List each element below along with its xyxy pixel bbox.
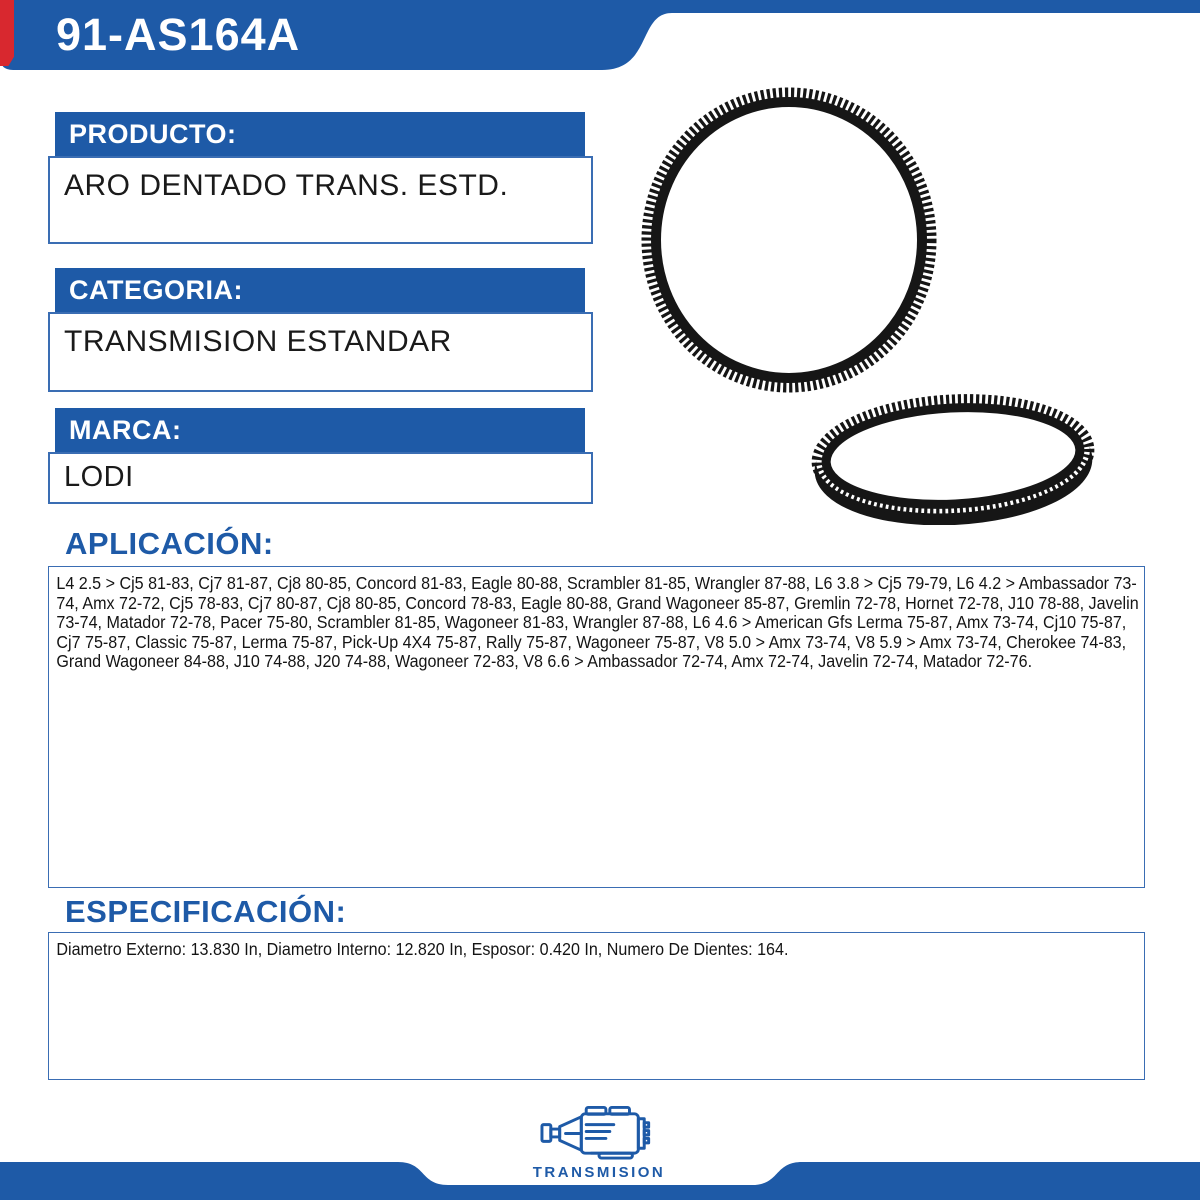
categoria-label-bar [55,268,585,312]
producto-value: ARO DENTADO TRANS. ESTD. [64,169,509,202]
aplicacion-box [48,566,1145,888]
product-image-ring-gear-angled [813,392,1093,525]
producto-label-bar [55,112,585,156]
red-accent-ribbon [0,0,14,66]
aplicacion-heading: APLICACIÓN: [65,526,274,561]
categoria-label: CATEGORIA: [69,274,243,305]
footer-category-label: TRANSMISION [532,1164,666,1181]
aplicacion-text: L4 2.5 > Cj5 81-83, Cj7 81-87, Cj8 80-85, Concord 81-83, Eagle 80-88, Scrambler 81-85, Wrangler 87-88, L6 3.8 > Cj5 79-79, L6 4.2 > Ambassador 73-74, Amx 72-72, Cj5 78-83, Cj7 80-87, Cj8 80-85, Concord 78-83, Eagle 80-88, Grand Wagoneer 85-87, Gremlin 72-78, Hornet 72-78, J10 78-88, Javelin 73-74, Matador 72-78, Pacer 75-80, Scrambler 81-85, Wagoneer 81-83, Wrangler 87-88, L6 4.6 > American Gfs Lerma 75-87, Amx 73-74, Cj10 75-87, Cj7 75-87, Classic 75-87, Lerma 75-87, Pick-Up 4X4 75-87, Rally 75-87, Wagoneer 75-87, V8 5.0 > Amx 73-74, V8 5.9 > Amx 73-74, Cherokee 74-83, Grand Wagoneer 84-88, J10 74-88, J20 74-88, Wagoneer 72-83, V8 6.6 > Ambassador 72-74, Amx 72-74, Javelin 72-74, Matador 72-76. [56,573,1139,672]
especificacion-box [48,932,1145,1080]
especificacion-text: Diametro Externo: 13.830 In, Diametro Interno: 12.820 In, Esposor: 0.420 In, Numero De Dientes: 164. [56,939,789,959]
categoria-value: TRANSMISION ESTANDAR [64,325,452,358]
especificacion-heading: ESPECIFICACIÓN: [65,894,347,929]
product-images [620,80,1180,525]
producto-value-box [48,156,593,244]
marca-label-bar [55,408,585,452]
categoria-value-box [48,312,593,392]
product-image-ring-gear-front [648,94,930,386]
transmission-icon [540,1103,658,1164]
part-number-title: 91-AS164A [56,9,301,60]
marca-label: MARCA: [69,414,182,445]
producto-label: PRODUCTO: [69,118,237,149]
marca-value-box [48,452,593,504]
marca-value: LODI [64,461,134,493]
